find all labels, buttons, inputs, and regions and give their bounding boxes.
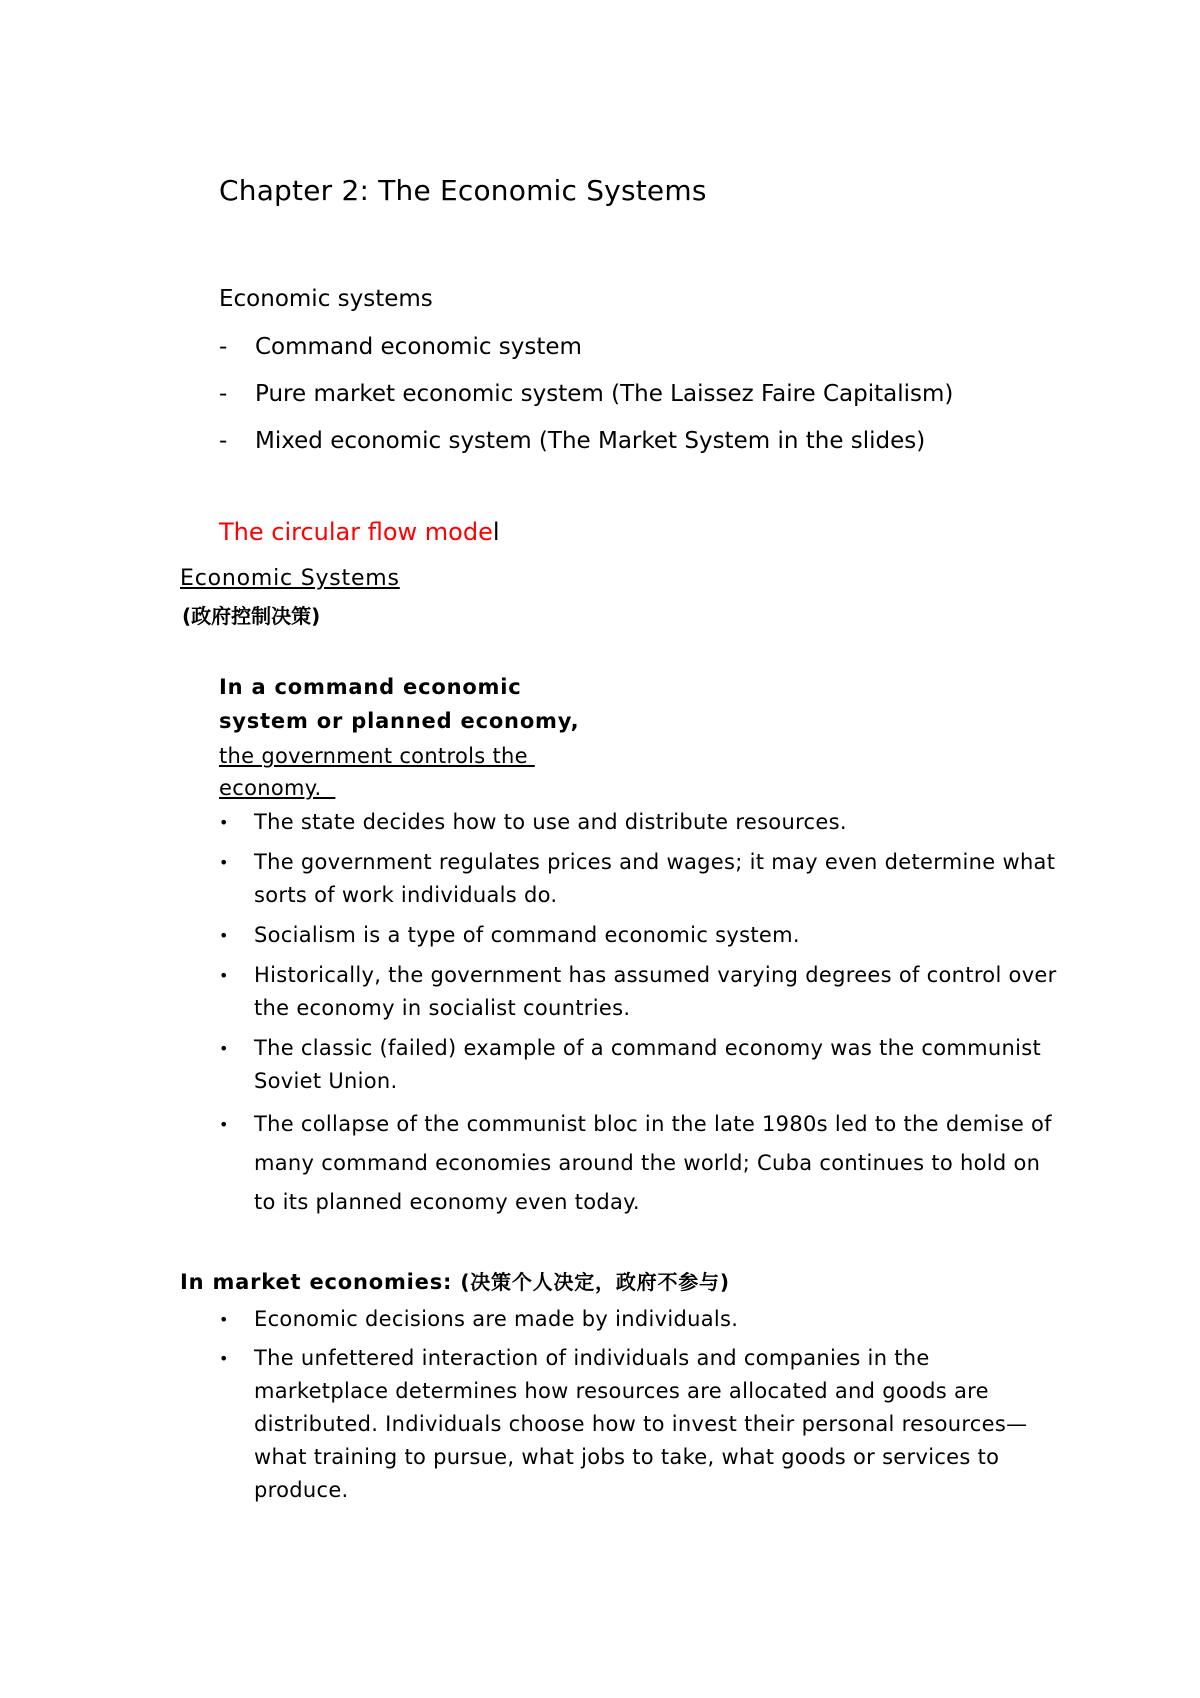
- definition-line: the government controls the: [219, 744, 535, 768]
- bullet-marker: •: [219, 926, 229, 945]
- command-economy-definition: [219, 740, 535, 804]
- bullet-marker: •: [219, 853, 229, 872]
- list-item-text: Economic decisions are made by individuals.: [254, 1307, 739, 1331]
- bullet-marker: •: [219, 1039, 229, 1058]
- economic-systems-list: [219, 332, 953, 473]
- list-item-text: Pure market economic system (The Laissez Faire Capitalism): [255, 381, 954, 407]
- list-item-text: Socialism is a type of command economic system.: [254, 923, 800, 947]
- circular-flow-tail-text: l: [492, 518, 500, 546]
- list-item-text: Mixed economic system (The Market System in the slides): [255, 428, 926, 454]
- chinese-note-government-control: (政府控制决策): [182, 604, 321, 628]
- market-economy-bullets: [219, 1303, 1059, 1513]
- command-economy-heading: [219, 670, 579, 738]
- circular-flow-red-text: The circular flow mode: [219, 518, 493, 546]
- list-item: [219, 379, 953, 426]
- chapter-title: Chapter 2: The Economic Systems: [219, 174, 707, 207]
- command-economy-bullets: [219, 806, 1059, 1229]
- list-item-text: The state decides how to use and distribute resources.: [254, 810, 847, 834]
- bullet-marker: •: [219, 966, 229, 985]
- command-heading-line: In a command economic: [219, 675, 522, 699]
- bullet-marker: •: [219, 1310, 229, 1329]
- list-item: [219, 332, 953, 379]
- list-item: [219, 1105, 1059, 1222]
- list-item-text: The classic (failed) example of a command economy was the communist Soviet Union.: [254, 1036, 1042, 1093]
- list-item: [219, 919, 1059, 952]
- dash-marker: -: [219, 381, 228, 407]
- economic-systems-heading: Economic systems: [219, 286, 433, 312]
- list-item-text: Historically, the government has assumed varying degrees of control over the economy in socialist countries.: [254, 963, 1057, 1020]
- list-item: [219, 426, 953, 473]
- market-heading-text: In market economies:: [180, 1270, 461, 1294]
- list-item: [219, 1342, 1059, 1507]
- list-item: [219, 806, 1059, 839]
- list-item: [219, 1303, 1059, 1336]
- command-heading-line: system or planned economy,: [219, 709, 580, 733]
- circular-flow-heading: [219, 518, 500, 546]
- list-item-text: The government regulates prices and wages; it may even determine what sorts of work individuals do.: [254, 850, 1056, 907]
- list-item-text: Command economic system: [255, 334, 582, 360]
- bullet-marker: •: [219, 1115, 229, 1134]
- list-item-text: The collapse of the communist bloc in the late 1980s led to the demise of many command economies around the world; Cuba continues to hold on to its planned economy even today.: [254, 1112, 1052, 1214]
- list-item: [219, 959, 1059, 1025]
- bullet-marker: •: [219, 1349, 229, 1368]
- dash-marker: -: [219, 428, 228, 454]
- bullet-marker: •: [219, 813, 229, 832]
- list-item: [219, 846, 1059, 912]
- market-economies-heading: [180, 1266, 730, 1295]
- economic-systems-subtitle: Economic Systems: [180, 566, 400, 591]
- dash-marker: -: [219, 334, 228, 360]
- list-item-text: The unfettered interaction of individuals and companies in the marketplace determines how resources are allocated and goods are distributed. Individuals choose how to invest their personal resources—what training to pursue, what jobs to take, what goods or services to produce.: [254, 1346, 1028, 1502]
- list-item: [219, 1032, 1059, 1098]
- market-heading-chinese: (决策个人决定，政府不参与): [460, 1270, 730, 1294]
- definition-line: economy.: [219, 776, 336, 800]
